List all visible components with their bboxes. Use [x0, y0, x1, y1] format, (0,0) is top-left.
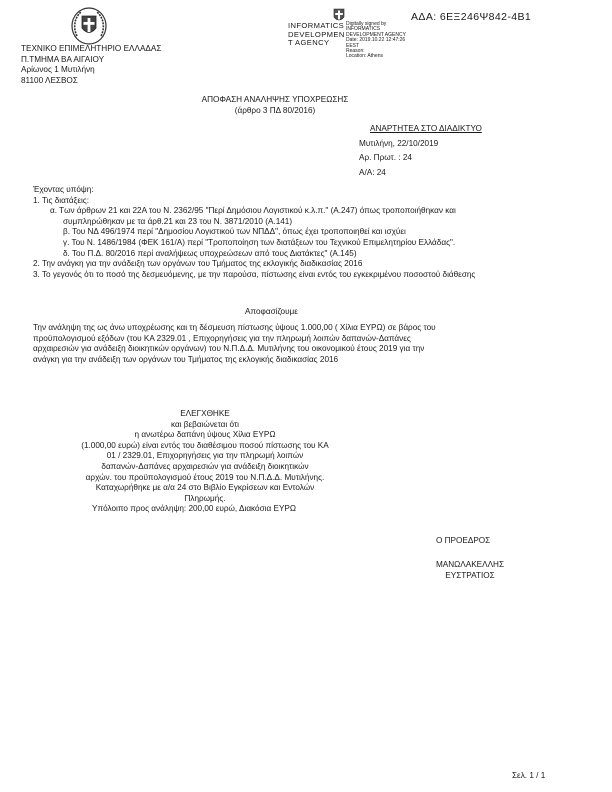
agency-line: T AGENCY	[288, 38, 330, 48]
organization-address	[21, 44, 161, 86]
signatory-name	[410, 560, 530, 581]
signature-seal-emblem	[332, 8, 346, 24]
serial-number: Α/Α: 24	[359, 168, 386, 178]
consideration-item: 1. Τις διατάξεις:	[33, 195, 90, 205]
verification-heading: ΕΛΕΓΧΘΗΚΕ	[180, 409, 230, 418]
decision-text	[33, 323, 436, 365]
seal-line: Digitally signed by	[346, 21, 387, 27]
seal-line: EEST	[346, 42, 360, 49]
title-line: ΑΠΟΦΑΣΗ ΑΝΑΛΗΨΗΣ ΥΠΟΧΡΕΩΣΗΣ	[201, 95, 349, 104]
verification-line: Πληρωμής.	[184, 493, 226, 503]
verification-line: (1.000,00 ευρώ) είναι εντός του διαθέσιμου ποσού πίστωσης του ΚΑ	[81, 440, 329, 450]
document-title	[140, 95, 410, 116]
considerations-block	[33, 185, 475, 280]
seal-line: Reason:	[346, 48, 365, 55]
seal-line: Date: 2019.10.22 12:47:26	[346, 37, 406, 44]
verification-line: και βεβαιώνεται ότι	[170, 419, 239, 429]
org-line: Π.ΤΜΗΜΑ ΒΑ ΑΙΓΑΙΟΥ	[21, 54, 105, 64]
decision-line: αρχαιρεσιών για ανάδειξη διοικητικών οργάνων) του Ν.Π.Δ.Δ. Μυτιλήνης του οικονομικού έτους 2019 για την	[33, 344, 425, 354]
verification-line: αρχών. του προϋπολογισμού έτους 2019 του Ν.Π.Δ.Δ. Μυτιλήνης.	[85, 472, 325, 482]
decision-heading: Αποφασίζουμε	[245, 307, 298, 316]
decision-line: ανάγκη για την ανάδειξη των οργάνων του Τμήματος της εκλογικής διαδικασίας 2016	[33, 354, 339, 364]
decision-line: Την ανάληψη της ως άνω υποχρέωσης και τη δέσμευση πίστωσης ύψους 1.000,00 ( Χίλια ΕΥΡΩ) σε βάρος του	[33, 323, 436, 332]
seal-line: Location: Athens	[346, 53, 383, 60]
remaining-balance: Υπόλοιπο προς ανάληψη: 200,00 ευρώ, Διακόσια ΕΥΡΩ	[92, 504, 296, 514]
signatory-surname: ΜΑΝΩΛΑΚΕΛΛΗΣ	[435, 560, 505, 569]
ada-code: ΑΔΑ: 6ΕΞ246Ψ842-4Β1	[411, 11, 532, 23]
publish-note: ΑΝΑΡΤΗΤΕΑ ΣΤΟ ΔΙΑΔΙΚΤΥΟ	[370, 124, 482, 133]
seal-line: INFORMATICS	[346, 26, 381, 33]
signatory-firstname: ΕΥΣΤΡΑΤΙΟΣ	[445, 570, 495, 580]
signatory-role: Ο ΠΡΟΕΔΡΟΣ	[436, 536, 491, 545]
provision-b: β. Του ΝΔ 496/1974 περί "Δημοσίου Λογιστικού των ΝΠΔΔ", όπως έχει τροποποιηθεί και ισχύει	[63, 227, 406, 237]
verification-line: 01 / 2329.01, Επιχορηγήσεις για την πληρωμή λοιπών	[106, 451, 304, 461]
page-number: Σελ. 1 / 1	[512, 771, 546, 780]
verification-line: Καταχωρήθηκε με α/α 24 στο Βιβλίο Εγκρίσεων και Εντολών	[95, 483, 315, 493]
verification-line: δαπανών-Δαπάνες αρχαιρεσιών για ανάδειξη διοικητικών	[101, 461, 309, 471]
place-date: Μυτιλήνη, 22/10/2019	[359, 139, 439, 148]
org-line: Αρίωνος 1 Μυτιλήνη	[21, 65, 95, 75]
agency-line: DEVELOPMEN	[288, 29, 345, 39]
org-line: 81100 ΛΕΣΒΟΣ	[21, 75, 78, 85]
protocol-number: Αρ. Πρωτ. : 24	[359, 152, 412, 162]
org-line: ΤΕΧΝΙΚΟ ΕΠΙΜΕΛΗΤΗΡΙΟ ΕΛΛΑΔΑΣ	[21, 44, 162, 53]
provision-a-cont: συμπληρώθηκαν με τα άρθ.21 και 23 του Ν. 3871/2010 (Α.141)	[63, 216, 293, 226]
digital-signature-details	[346, 22, 406, 60]
greek-state-emblem	[70, 6, 108, 46]
decision-line: προϋπολογισμού εξόδων (του ΚΑ 2329.01 , Επιχορηγήσεις για την πληρωμή λοιπών δαπανών-Δαπάνες	[33, 333, 411, 343]
considering-intro: Έχοντας υπόψη:	[33, 185, 94, 194]
seal-line: DEVELOPMENT AGENCY	[346, 31, 406, 38]
consideration-item: 3. Το γεγονός ότι το ποσό της δεσμευόμενης, με την παρούσα, πίστωσης είναι εντός του εγκεκριμένου ποσοστού διάθεσης	[33, 269, 476, 279]
provision-a: α. Των άρθρων 21 και 22Α του Ν. 2362/95 "Περί Δημόσιου Λογιστικού κ.λ.π." (Α.247) όπως τροποποιήθηκαν και	[50, 206, 456, 216]
provision-d: δ. Του Π.Δ. 80/2016 περί αναλήψεως υποχρεώσεων από τους Διατάκτες" (Α.145)	[63, 248, 357, 258]
agency-line: INFORMATICS	[288, 21, 345, 30]
verification-line: η ανωτέρω δαπάνη ύψους Χίλια ΕΥΡΩ	[134, 430, 276, 440]
consideration-item: 2. Την ανάγκη για την ανάδειξη των οργάνων του Τμήματος της εκλογικής διαδικασίας 2016	[33, 259, 363, 269]
verification-block	[30, 409, 380, 515]
provision-c: γ. Του Ν. 1486/1984 (ΦΕΚ 161/Α) περί "Τροποποίηση των διατάξεων του Τεχνικού Επιμελητηρίου Ελλάδας".	[63, 237, 456, 247]
title-subline: (άρθρο 3 ΠΔ 80/2016)	[234, 105, 316, 115]
document-meta	[359, 139, 438, 179]
signing-agency	[288, 22, 345, 48]
